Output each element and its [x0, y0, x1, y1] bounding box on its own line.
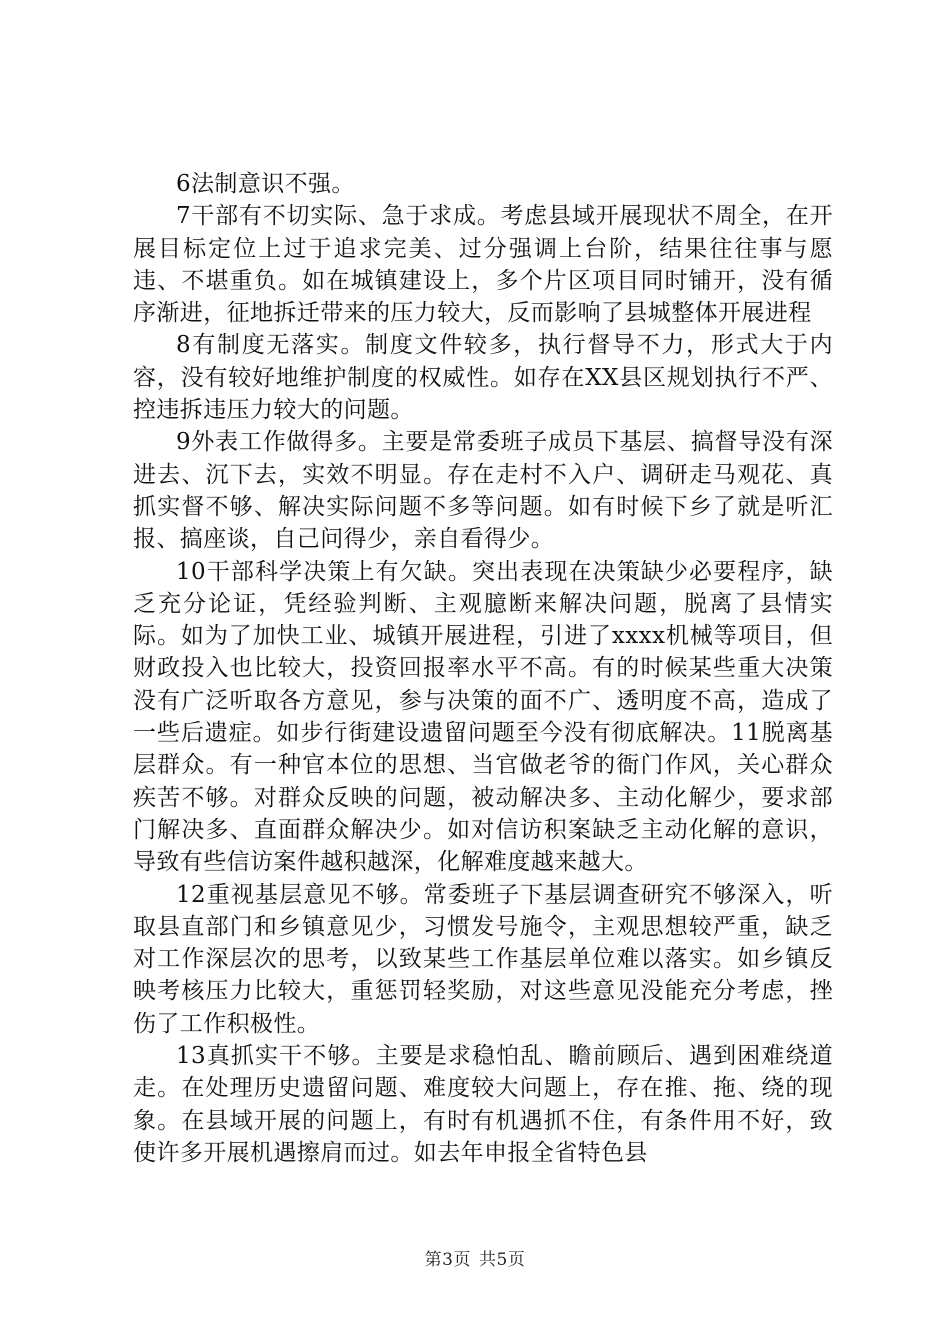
paragraph-10: 10干部科学决策上有欠缺。突出表现在决策缺少必要程序，缺乏充分论证，凭经验判断、主观臆断来解决问题，脱离了县情实际。如为了加快工业、城镇开展进程，引进了xxxx机械等项目，但财政投入也比较大，投资回报率水平不高。有的时候某些重大决策没有广泛听取各方意见，参与决策的面不广、透明度不高，造成了一些后遗症。如步行街建设遗留问题至今没有彻底解决。11脱离基层群众。有一种官本位的思想、当官做老爷的衙门作风，关心群众疾苦不够。对群众反映的问题，被动解决多、主动化解少，要求部门解决多、直面群众解决少。如对信访积案缺乏主动化解的意识，导致有些信访案件越积越深，化解难度越来越大。 [133, 558, 833, 876]
total-pages: 共5页 [479, 1250, 526, 1270]
paragraph-6: 6法制意识不强。 [176, 171, 355, 197]
document-body [133, 168, 833, 1169]
paragraph-13: 13真抓实干不够。主要是求稳怕乱、瞻前顾后、遇到困难绕道走。在处理历史遗留问题、难度较大问题上，存在推、拖、绕的现象。在县域开展的问题上，有时有机遇抓不住，有条件用不好，致使许多开展机遇擦肩而过。如去年申报全省特色县 [133, 1043, 833, 1166]
page-number: 第3页 [424, 1250, 471, 1270]
paragraph-7: 7干部有不切实际、急于求成。考虑县域开展现状不周全，在开展目标定位上过于追求完美、过分强调上台阶，结果往往事与愿违、不堪重负。如在城镇建设上，多个片区项目同时铺开，没有循序渐进，征地拆迁带来的压力较大，反而影响了县城整体开展进程 [133, 203, 833, 327]
page-footer [0, 1245, 950, 1270]
paragraph-12: 12重视基层意见不够。常委班子下基层调查研究不够深入，听取县直部门和乡镇意见少，习惯发号施令，主观思想较严重，缺乏对工作深层次的思考，以致某些工作基层单位难以落实。如乡镇反映考核压力比较大，重惩罚轻奖励，对这些意见没能充分考虑，挫伤了工作积极性。 [133, 881, 833, 1037]
paragraph-9: 9外表工作做得多。主要是常委班子成员下基层、搞督导没有深进去、沉下去，实效不明显。存在走村不入户、调研走马观花、真抓实督不够、解决实际问题不多等问题。如有时候下乡了就是听汇报、搞座谈，自己问得少，亲自看得少。 [133, 429, 833, 553]
paragraph-8: 8有制度无落实。制度文件较多，执行督导不力，形式大于内容，没有较好地维护制度的权威性。如存在XX县区规划执行不严、控违拆违压力较大的问题。 [133, 332, 833, 424]
